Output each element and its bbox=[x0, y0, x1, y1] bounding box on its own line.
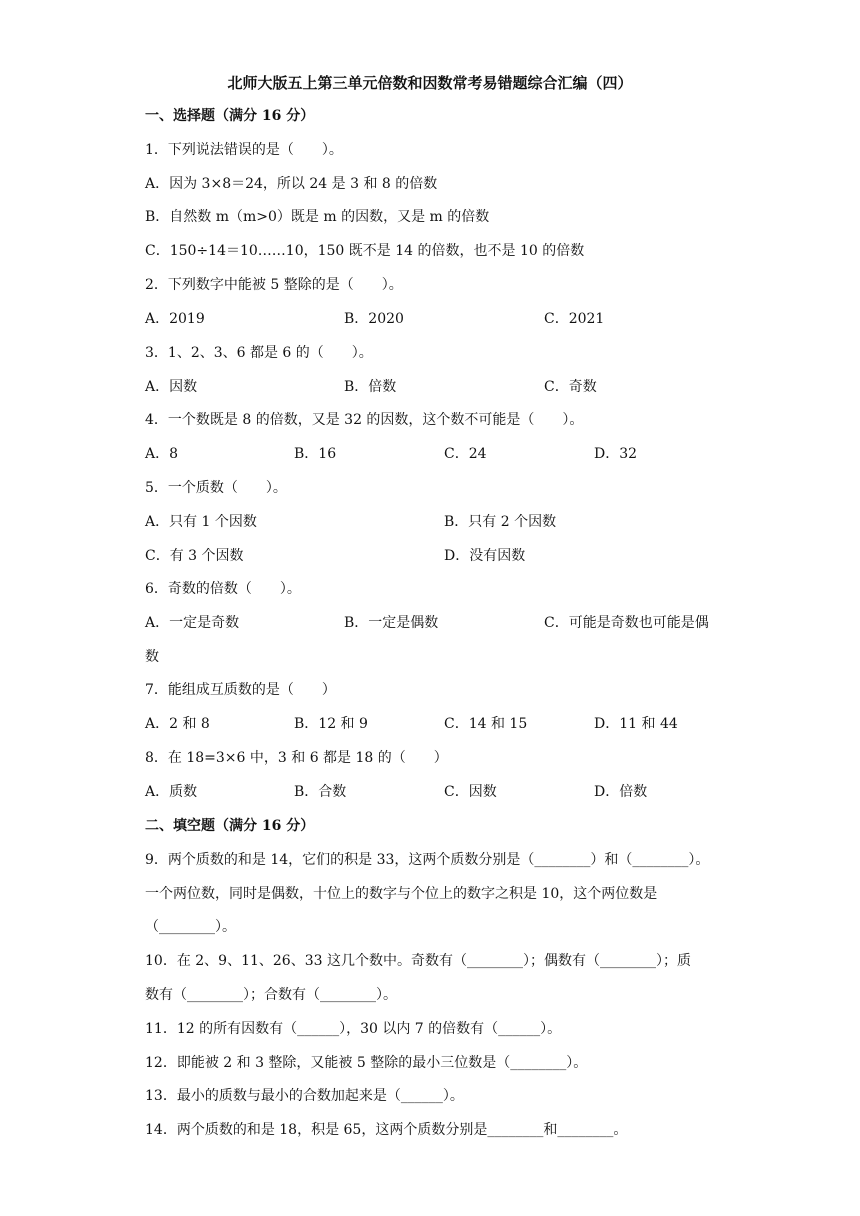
question-8-option-b: B．合数 bbox=[294, 784, 347, 800]
question-3-option-b: B．倍数 bbox=[344, 379, 397, 395]
question-14: 14．两个质数的和是 18，积是 65，这两个质数分别是________和________。 bbox=[145, 1122, 628, 1138]
question-1-stem: 1．下列说法错误的是（ ）。 bbox=[145, 142, 343, 158]
question-3-option-a: A．因数 bbox=[145, 379, 198, 395]
question-7-option-c: C．14 和 15 bbox=[444, 716, 528, 732]
question-9-line-1: 9．两个质数的和是 14，它们的积是 33，这两个质数分别是（________）和（________）。 bbox=[145, 852, 710, 868]
question-8-stem: 8．在 18=3×6 中，3 和 6 都是 18 的（ ） bbox=[145, 750, 448, 766]
question-5-option-a: A．只有 1 个因数 bbox=[145, 514, 257, 530]
question-4-option-d: D．32 bbox=[594, 446, 638, 462]
section-heading-fill: 二、填空题（满分 16 分） bbox=[145, 818, 315, 834]
question-6-option-b: B．一定是偶数 bbox=[344, 615, 439, 631]
question-3-stem: 3．1、2、3、6 都是 6 的（ ）。 bbox=[145, 345, 373, 361]
question-13: 13．最小的质数与最小的合数加起来是（______）。 bbox=[145, 1088, 464, 1104]
question-9-line-2: 一个两位数，同时是偶数，十位上的数字与个位上的数字之积是 10，这个两位数是 bbox=[145, 886, 658, 902]
worksheet-title: 北师大版五上第三单元倍数和因数常考易错题综合汇编（四） bbox=[227, 74, 633, 92]
question-7-option-d: D．11 和 44 bbox=[594, 716, 678, 732]
question-2-option-b: B．2020 bbox=[344, 311, 404, 327]
question-6-option-c-continued: 数 bbox=[145, 649, 159, 665]
question-11: 11．12 的所有因数有（______），30 以内 7 的倍数有（______）。 bbox=[145, 1021, 562, 1037]
question-4-option-a: A．8 bbox=[145, 446, 179, 462]
question-7-option-b: B．12 和 9 bbox=[294, 716, 368, 732]
question-2-stem: 2．下列数字中能被 5 整除的是（ ）。 bbox=[145, 277, 403, 293]
question-6-option-c: C．可能是奇数也可能是偶 bbox=[544, 615, 709, 631]
section-heading-choice: 一、选择题（满分 16 分） bbox=[145, 108, 315, 124]
question-7-option-a: A．2 和 8 bbox=[145, 716, 210, 732]
question-12: 12．即能被 2 和 3 整除，又能被 5 整除的最小三位数是（________）。 bbox=[145, 1055, 588, 1071]
question-6-stem: 6．奇数的倍数（ ）。 bbox=[145, 581, 301, 597]
question-8-option-c: C．因数 bbox=[444, 784, 497, 800]
question-8-option-d: D．倍数 bbox=[594, 784, 648, 800]
question-5-option-c: C．有 3 个因数 bbox=[145, 548, 244, 564]
question-4-option-b: B．16 bbox=[294, 446, 337, 462]
question-5-option-d: D．没有因数 bbox=[444, 548, 526, 564]
question-2-option-a: A．2019 bbox=[145, 311, 205, 327]
question-4-stem: 4．一个数既是 8 的倍数，又是 32 的因数，这个数不可能是（ ）。 bbox=[145, 412, 584, 428]
question-2-option-c: C．2021 bbox=[544, 311, 605, 327]
question-4-option-c: C．24 bbox=[444, 446, 487, 462]
question-5-stem: 5．一个质数（ ）。 bbox=[145, 480, 287, 496]
question-7-stem: 7．能组成互质数的是（ ） bbox=[145, 682, 336, 698]
question-6-option-a: A．一定是奇数 bbox=[145, 615, 240, 631]
question-10-line-2: 数有（________）；合数有（________）。 bbox=[145, 987, 397, 1003]
question-8-option-a: A．质数 bbox=[145, 784, 198, 800]
question-10-line-1: 10．在 2、9、11、26、33 这几个数中。奇数有（________）；偶数有（________）；质 bbox=[145, 953, 691, 969]
question-1-option-c: C．150÷14＝10……10，150 既不是 14 的倍数，也不是 10 的倍数 bbox=[145, 243, 585, 259]
question-3-option-c: C．奇数 bbox=[544, 379, 597, 395]
question-5-option-b: B．只有 2 个因数 bbox=[444, 514, 557, 530]
question-9-line-3: （________）。 bbox=[145, 919, 236, 935]
question-1-option-a: A．因为 3×8＝24，所以 24 是 3 和 8 的倍数 bbox=[145, 176, 438, 192]
question-1-option-b: B．自然数 m（m>0）既是 m 的因数，又是 m 的倍数 bbox=[145, 209, 490, 225]
